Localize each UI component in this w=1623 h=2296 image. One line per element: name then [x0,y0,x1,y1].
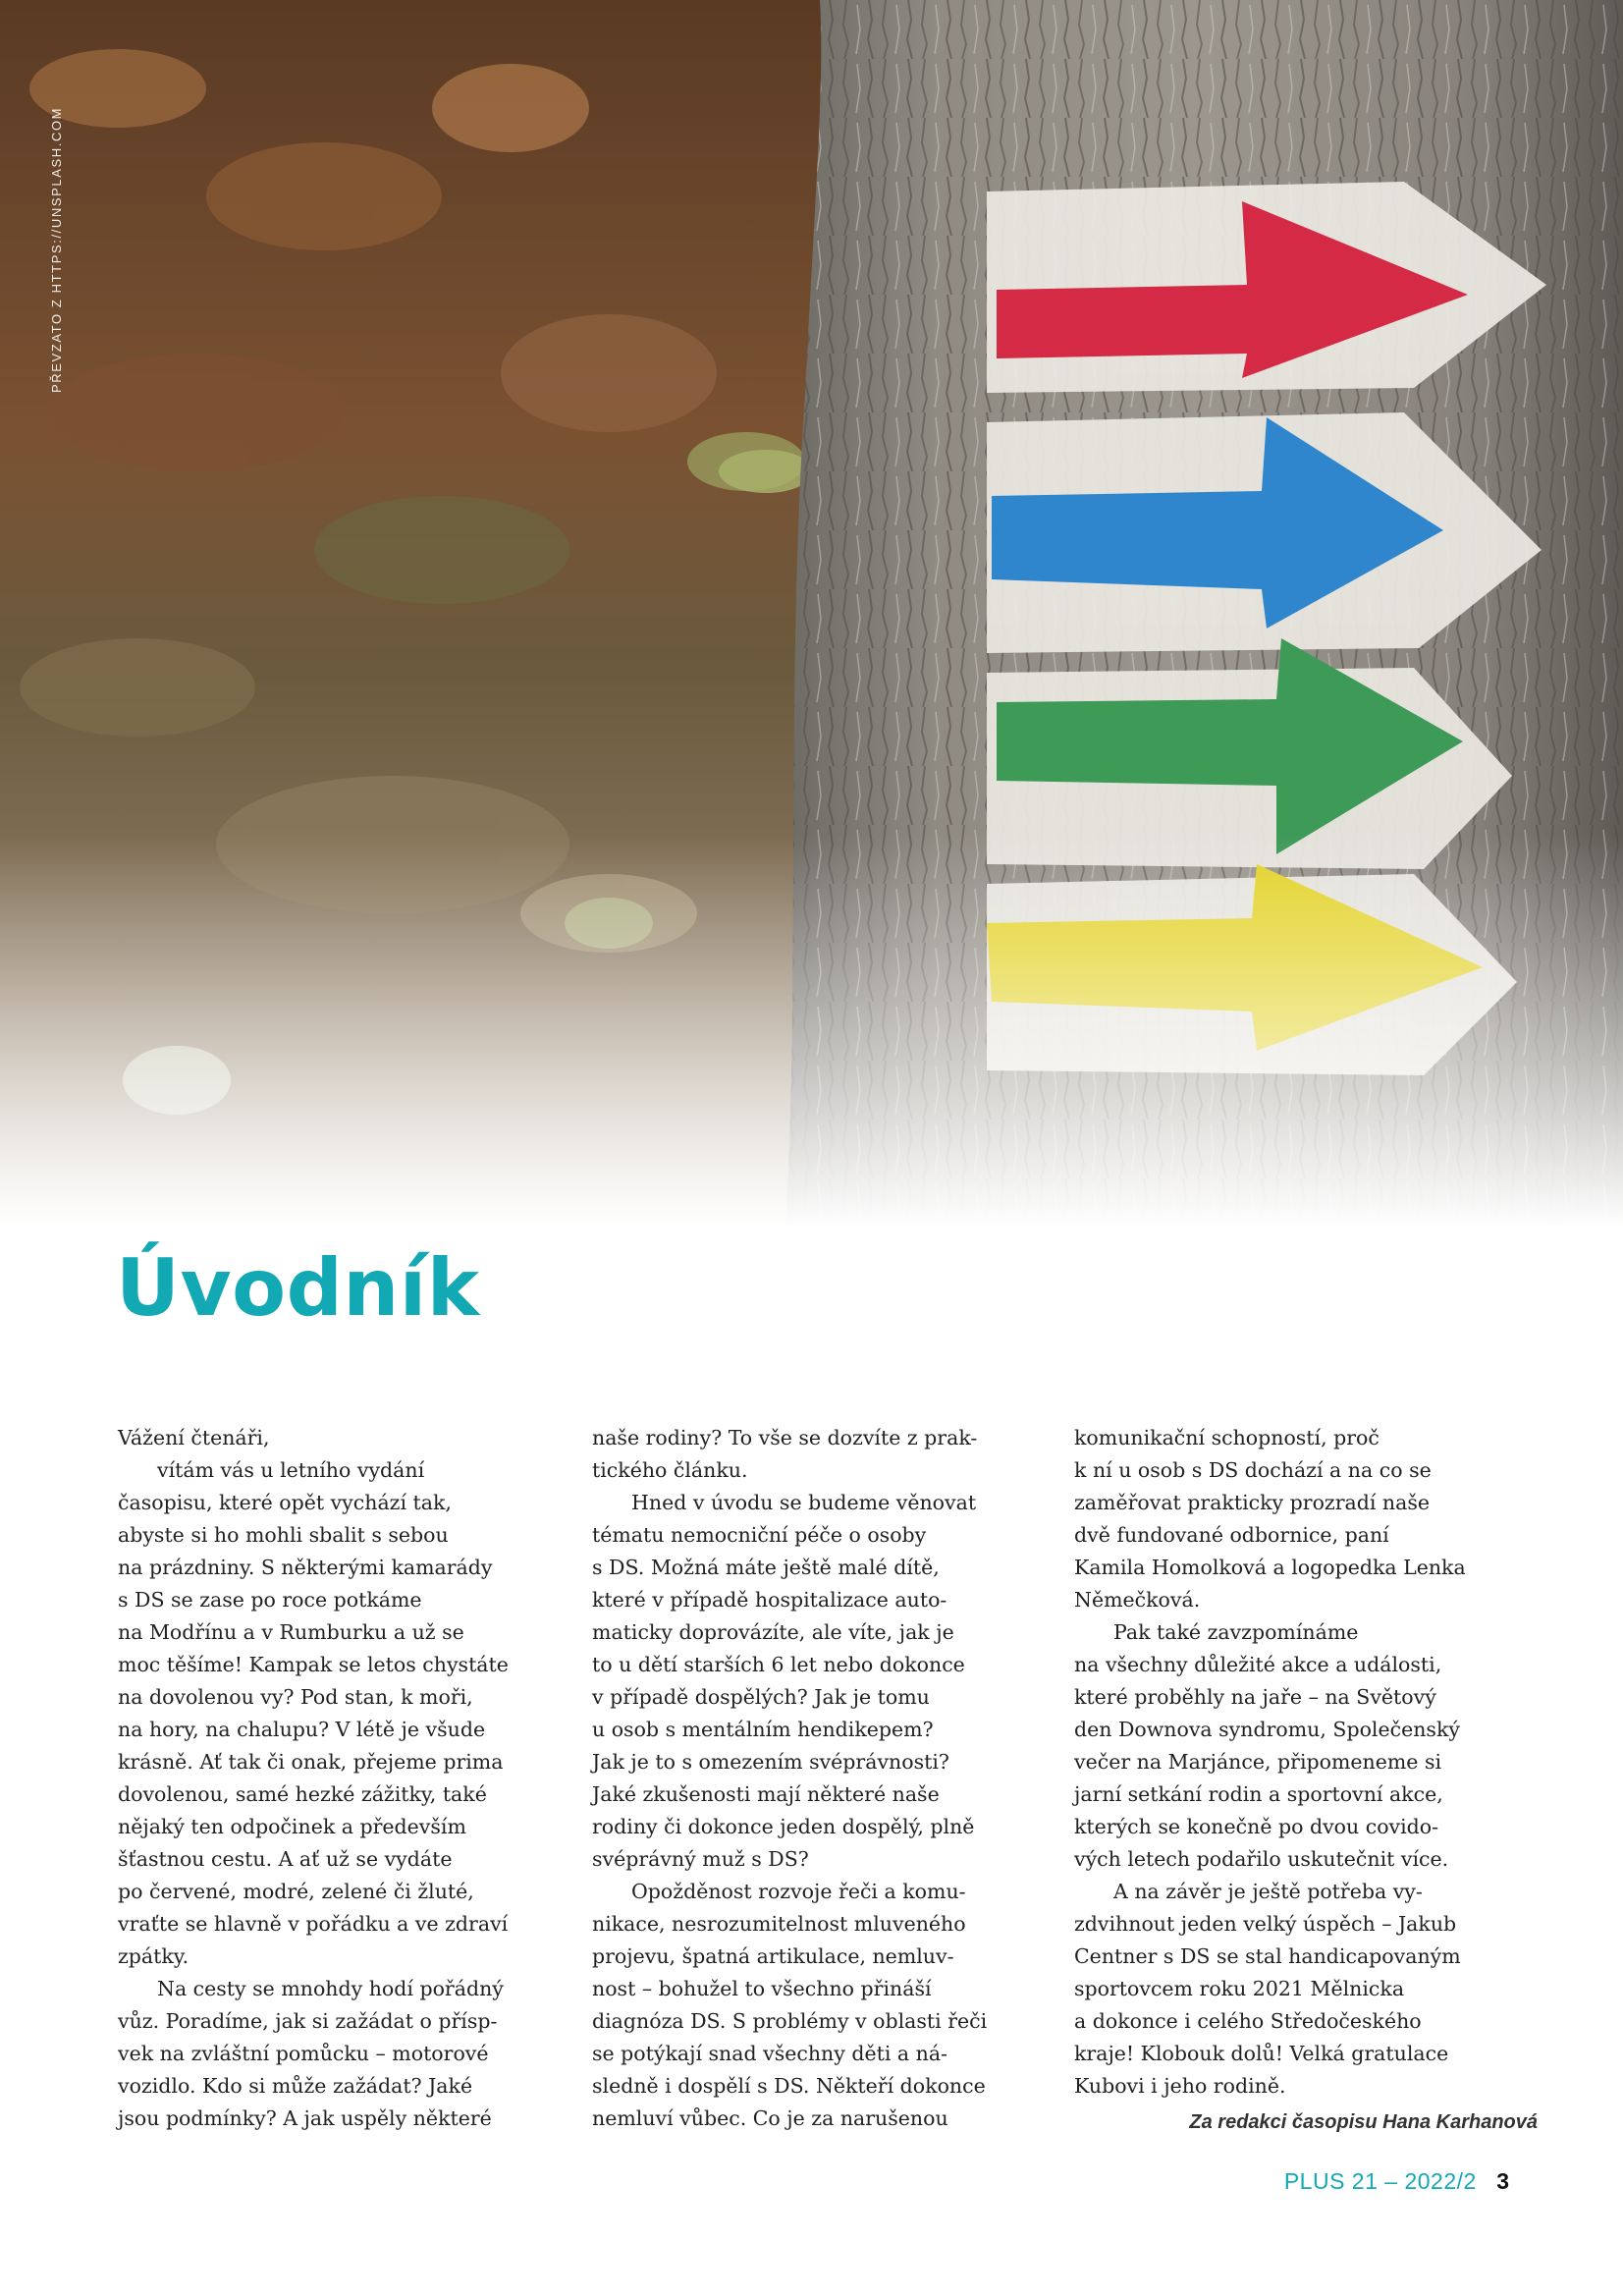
paragraph: Vážení čtenáři, [118,1426,270,1449]
photo-credit: PŘEVZATO Z HTTPS://UNSPLASH.COM [49,106,64,393]
paragraph: Na cesty se mnohdy hodí pořádný vůz. Poradíme, jak si zažádat o přísp- vek na zvláštní pomůcku – motorové vozidlo. Kdo si může zažádat? Jaké jsou podmínky? A jak uspěly některé [118,1977,504,2130]
page-number: 3 [1496,2168,1509,2194]
publication-label: PLUS 21 – 2022/2 [1283,2168,1477,2194]
page-footer [1284,2168,1509,2195]
paragraph: vítám vás u letního vydání časopisu, které opět vychází tak, abyste si ho mohli sbalit s sebou na prázdniny. S některými kamarády s DS se zase po roce potkáme na Modřínu a v Rumburku a už se moc těšíme! Kampak se letos chystáte na dovolenou vy? Pod stan, k moři, na hory, na chalupu? V létě je všude krásně. Ať tak či onak, přejeme prima dovolenou, samé hezké zážitky, také nějaký ten odpočinek a především šťastnou cestu. A ať už se vydáte po červené, modré, zelené či žluté, vraťte se hlavně v pořádku a ve zdraví zpátky. [118,1458,509,1968]
paragraph: A na závěr je ještě potřeba vy- zdvihnout jeden velký úspěch – Jakub Centner s DS se stal handicapovaným sportovcem roku 2021 Mělnicka a dokonce i celého Středočeského kraje! Klobouk dolů! Velká gratulace Kubovi i jeho rodině. [1074,1880,1461,2098]
paragraph: Hned v úvodu se budeme věnovat tématu nemocniční péče o osoby s DS. Možná máte ještě malé dítě, které v případě hospitalizace auto- maticky doprovázíte, ale víte, jak je to u dětí starších 6 let nebo dokonce v případě dospělých? Jak je tomu u osob s mentálním hendikepem? Jak je to s omezením svéprávnosti? Jaké zkušenosti mají některé naše rodiny či dokonce jeden dospělý, plně svéprávný muž s DS? [592,1491,977,1871]
page-title: Úvodník [116,1242,480,1334]
paragraph: naše rodiny? To vše se dozvíte z prak- tického článku. [592,1426,978,1482]
text-column-2 [592,1422,1055,2135]
text-column-3 [1074,1422,1538,2139]
paragraph: komunikační schopností, proč k ní u osob s DS dochází a na co se zaměřovat prakticky prozradí naše dvě fundované odbornice, paní Kamila Homolková a logopedka Lenka Němečková. [1074,1426,1466,1612]
signature: Za redakci časopisu Hana Karhanová [1189,2111,1538,2133]
paragraph: Opožděnost rozvoje řeči a komu- nikace, nesrozumitelnost mluveného projevu, špatná artikulace, nemluv- nost – bohužel to všechno přináší diagnóza DS. S problémy v oblasti řeči se potýkají snad všechny děti a ná- sledně i dospělí s DS. Někteří dokonce nemluví vůbec. Co je za narušenou [592,1880,988,2130]
text-column-1 [118,1422,581,2135]
paragraph: Pak také zavzpomínáme na všechny důležité akce a události, které proběhly na jaře – na Světový den Downova syndromu, Společenský večer na Marjánce, připomeneme si jarní setkání rodin a sportovní akce, kterých se konečně po dvou covido- vých letech podařilo uskutečnit více. [1074,1620,1460,1871]
